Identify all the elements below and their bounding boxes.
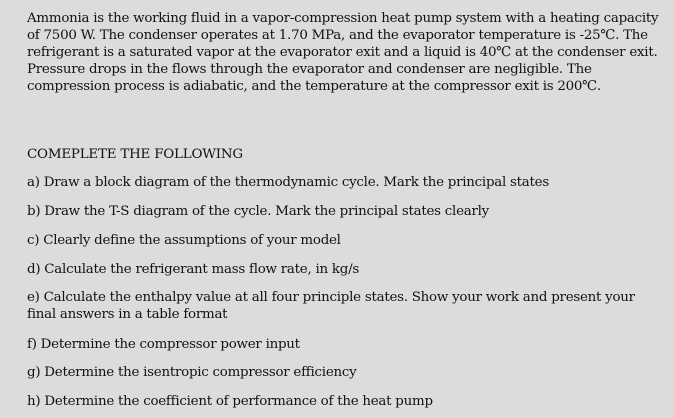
task-item-b: b) Draw the T-S diagram of the cycle. Mark the principal states clearly <box>27 204 489 219</box>
task-item-a: a) Draw a block diagram of the thermodynamic cycle. Mark the principal states <box>27 175 549 190</box>
task-item-e: e) Calculate the enthalpy value at all four principle states. Show your work and present your final answers in a table format <box>27 290 635 322</box>
task-item-h: h) Determine the coefficient of performance of the heat pump <box>27 394 433 409</box>
task-item-f: f) Determine the compressor power input <box>27 337 300 352</box>
task-item-c: c) Clearly define the assumptions of your model <box>27 233 341 248</box>
task-item-d: d) Calculate the refrigerant mass flow rate, in kg/s <box>27 262 359 277</box>
problem-statement: Ammonia is the working fluid in a vapor-compression heat pump system with a heating capacity of 7500 W. The condenser operates at 1.70 MPa, and the evaporator temperature is -25℃. The refrigerant is a saturated vapor at the evaporator exit and a liquid is 40℃ at the condenser exit. Pressure drops in the flows through the evaporator and condenser are negligible. The compression process is adiabatic, and the temperature at the compressor exit is 200℃. <box>27 11 659 94</box>
tasks-heading: COMEPLETE THE FOLLOWING <box>27 147 243 162</box>
task-item-g: g) Determine the isentropic compressor efficiency <box>27 365 357 380</box>
